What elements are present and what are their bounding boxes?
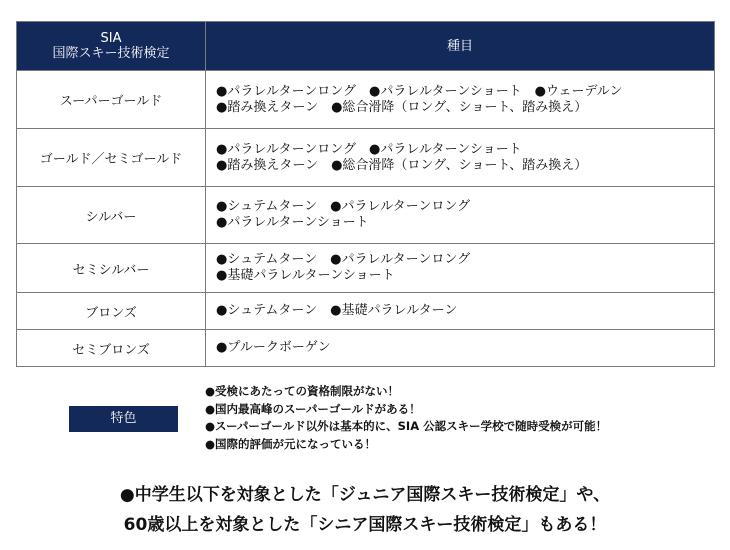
table-row bbox=[17, 129, 715, 187]
item-line: ●踏み換えターン ●総合滑降（ロング、ショート、踏み換え） bbox=[216, 157, 588, 173]
grade-items bbox=[206, 293, 715, 330]
item-line: ●パラレルターンショート bbox=[216, 215, 369, 230]
table-row bbox=[17, 330, 715, 367]
header-sia bbox=[17, 22, 206, 71]
grade-name: ブロンズ bbox=[17, 293, 206, 330]
table-row bbox=[17, 71, 715, 129]
grade-items bbox=[206, 244, 715, 293]
junior-exam-note: ●中学生以下を対象とした「ジュニア国際スキー技術検定」や、 bbox=[119, 485, 611, 505]
item-line: ●シュテムターン ●基礎パラレルターン bbox=[216, 303, 458, 318]
feature-item: ●国内最高峰のスーパーゴールドがある！ bbox=[205, 401, 421, 416]
header-sia-abbr: SIA bbox=[100, 31, 122, 46]
grade-items bbox=[206, 187, 715, 244]
table-header-row bbox=[17, 22, 715, 71]
table-row bbox=[17, 293, 715, 330]
item-line: ●パラレルターンロング ●パラレルターンショート ●ウェーデルン bbox=[216, 83, 623, 99]
header-items: 種目 bbox=[206, 22, 715, 71]
item-line: ●基礎パラレルターンショート bbox=[216, 268, 395, 283]
table-row bbox=[17, 244, 715, 293]
table-row bbox=[17, 187, 715, 244]
item-line: ●踏み換えターン ●総合滑降（ロング、ショート、踏み換え） bbox=[216, 99, 588, 115]
header-sia-name: 国際スキー技術検定 bbox=[52, 46, 170, 61]
grade-name: シルバー bbox=[17, 187, 206, 244]
feature-item: ●受検にあたっての資格制限がない！ bbox=[205, 384, 400, 398]
grade-name: セミシルバー bbox=[17, 244, 206, 293]
grade-table bbox=[16, 21, 715, 367]
grade-items bbox=[206, 129, 715, 187]
feature-item: ●スーパーゴールド以外は基本的に、SIA 公認スキー学校で随時受検が可能！ bbox=[205, 419, 608, 433]
features-badge: 特色 bbox=[69, 406, 178, 432]
feature-item: ●国際的評価が元になっている！ bbox=[205, 436, 377, 451]
senior-exam-note: 60歳以上を対象とした「シニア国際スキー技術検定」もある！ bbox=[123, 515, 607, 535]
item-line: ●プルークボーゲン bbox=[216, 340, 331, 355]
grade-name: セミブロンズ bbox=[17, 330, 206, 367]
item-line: ●シュテムターン ●パラレルターンロング bbox=[216, 252, 471, 267]
grade-items bbox=[206, 330, 715, 367]
grade-name: ゴールド／セミゴールド bbox=[17, 129, 206, 187]
item-line: ●パラレルターンロング ●パラレルターンショート bbox=[216, 141, 522, 157]
grade-items bbox=[206, 71, 715, 129]
grade-name: スーパーゴールド bbox=[17, 71, 206, 129]
features-list bbox=[205, 383, 607, 453]
item-line: ●シュテムターン ●パラレルターンロング bbox=[216, 199, 471, 214]
